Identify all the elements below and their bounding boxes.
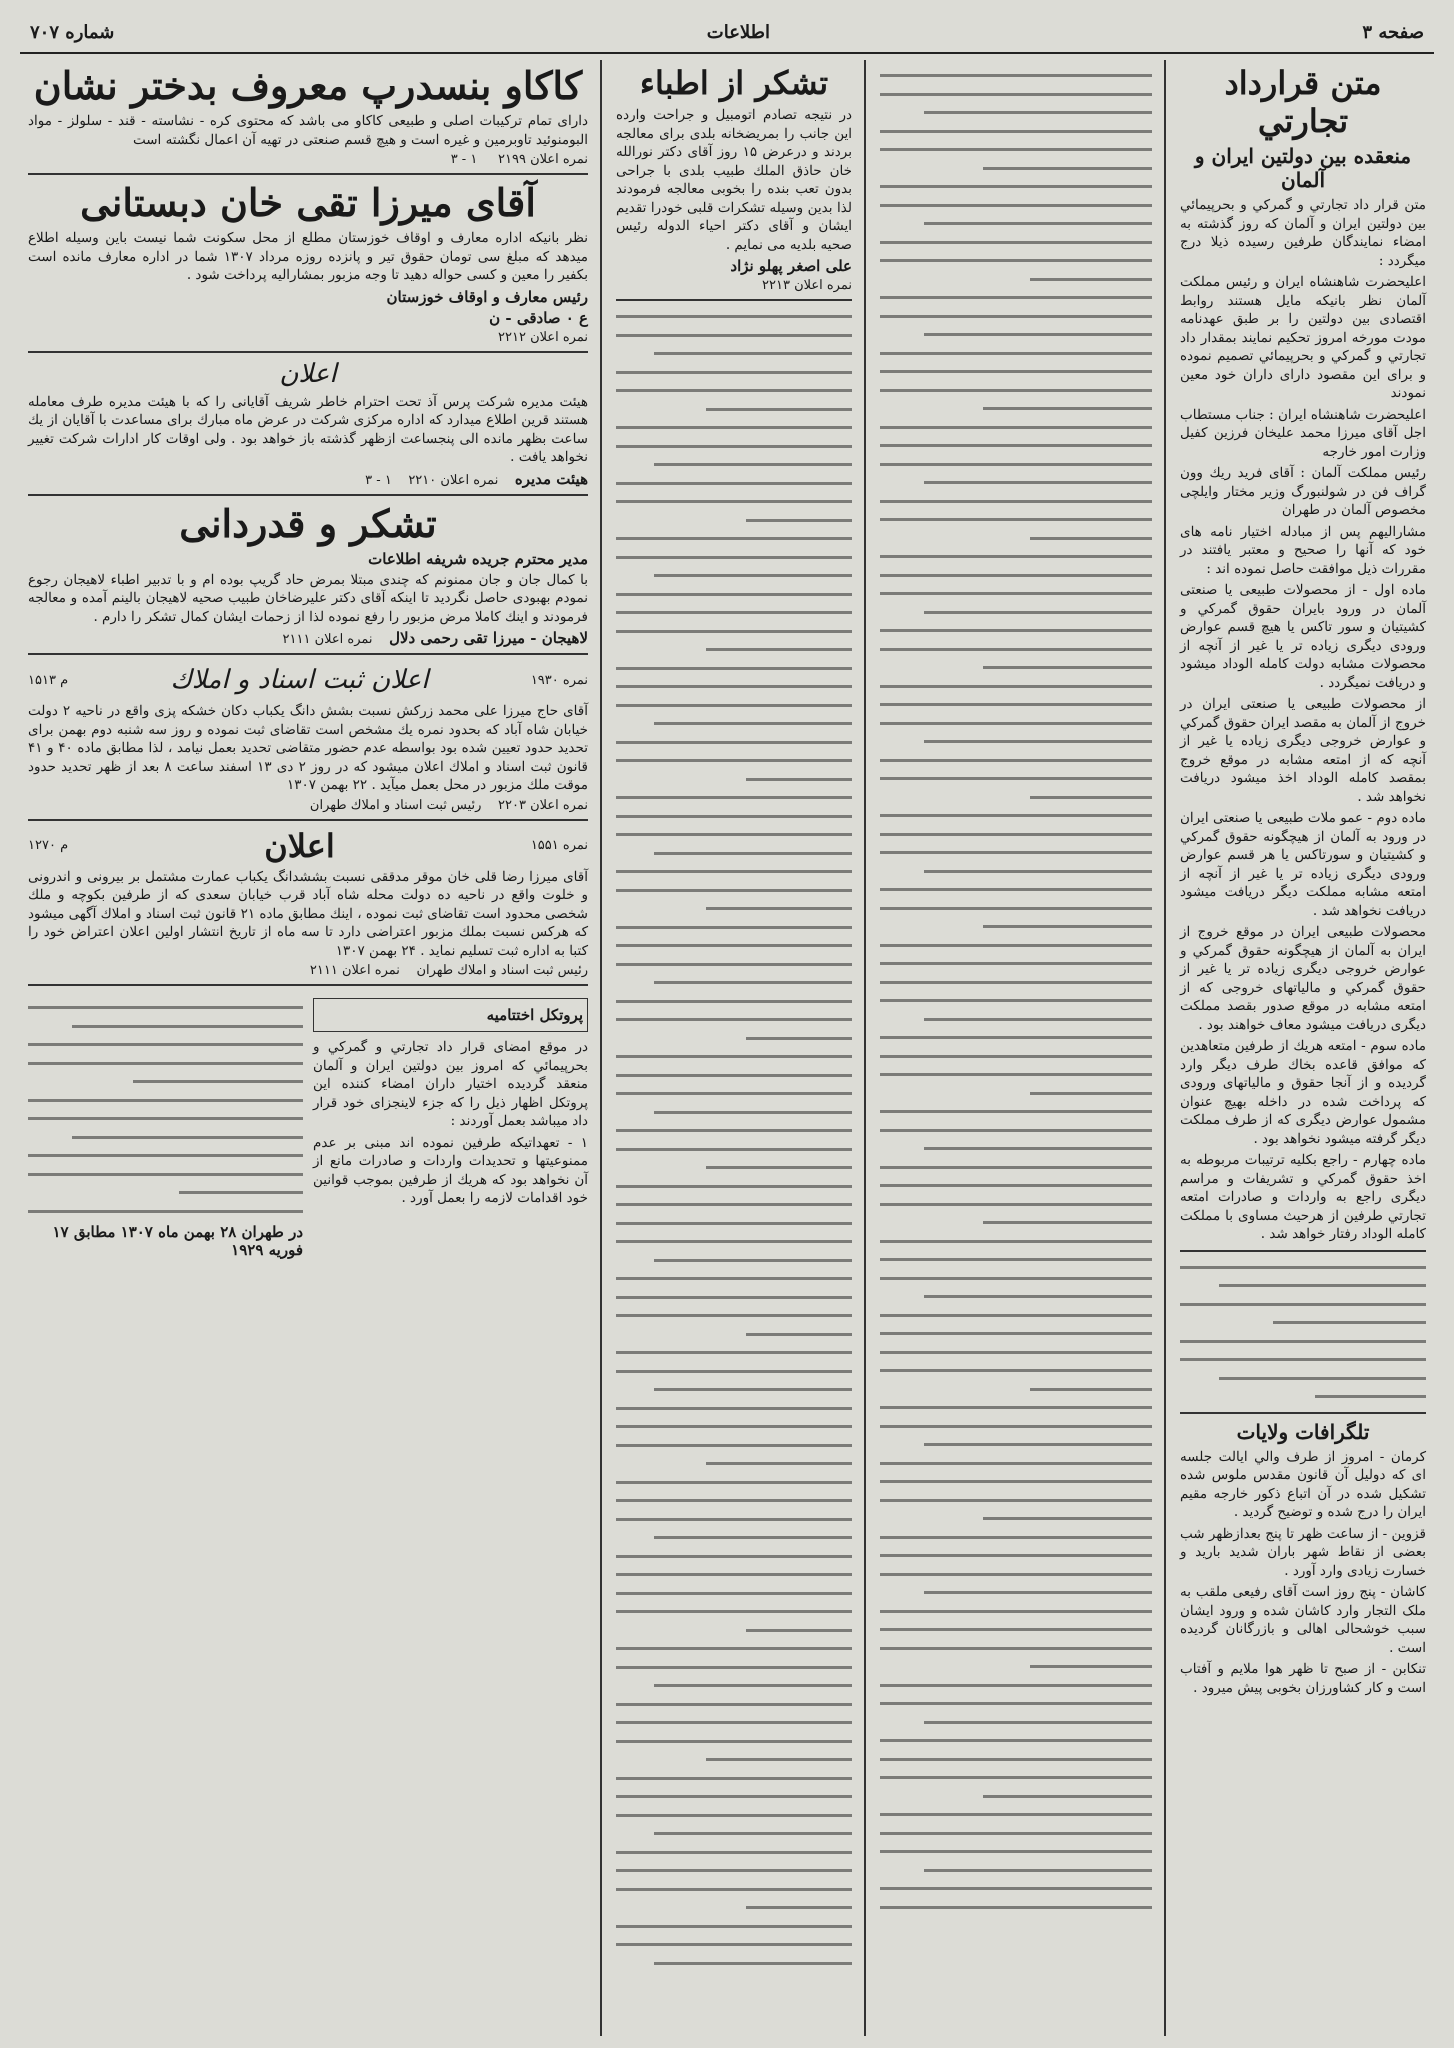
body-text-lines (880, 66, 1152, 1916)
section-divider (28, 494, 588, 496)
body-text-lines (616, 307, 852, 1972)
notice-sign: هیئت مدیره (514, 469, 588, 488)
notice2-text: آقای میرزا رضا قلی خان موقر مدققی نسبت بششدانگ یکباب عمارت مشتمل بر بیرونی و اندرونی و خلوت واقع در ناحیه ده دولت محله شاه آباد قرب خیابان سعدی که از طرفین بکوچه و ملك شخصی محدود است تقاضای ثبت نموده ، اینك مطابق ماده ۲۱ قانون ثبت اسناد و املاك آگهی میشود که هرکس نسبت بملك مزبور اعتراضی دارد تا سه ماه از تاریخ انتشار اولین اعلان اعتراض خود را کتبا به اداره ثبت تسلیم نماید . ۲۴ بهمن ۱۳۰۷ (28, 868, 588, 959)
treaty-article: ماده سوم - امتعه هریك از طرفین متعاهدین که موافق قاعده بخاك طرف دیگر وارد گردیده و از آنجا حقوق و مالیاتهای ورودی که پرداخت شده در داخله بهیچ عنوان مشمول عوارض دیگری که از طرف مملکت دیگر گرفته میشود نخواهد بود . (1180, 1038, 1426, 1147)
telegram-item: تنکابن - از صبح تا ظهر هوا ملایم و آفتاب است و کار کشاورزان بخوبی پیش میرود . (1180, 1661, 1426, 1696)
section-divider (28, 351, 588, 353)
doctors-thanks-text: در نتیجه تصادم اتومبیل و جراحت وارده این جانب را بمریضخانه بلدی برای معالجه بردند و درعرض ۱۵ روز آقای دکتر نورالله خان حاذق الملك طبیب بلدی با جراحی بدون تعب بنده را بخوبی معالجه فرمودند لذا بدین وسیله تشکرات قلبی خودرا تقدیم ایشان و آقای دکتر احیاء الدوله رئیس صحیه بلدیه می نمایم . (616, 107, 853, 253)
thanks-title: تشکر و قدردانی (179, 500, 437, 546)
column-rule (600, 60, 602, 2036)
thanks-text: با کمال جان و جان ممنونم که چندی مبتلا بمرض حاد گریپ بوده ام و با تدبیر اطباء لاهیجان رجوع نمودم بهبودی حاصل نگردید تا اینکه آقای دکتر علیرضاخان طبیب صحیه لاهیجان بالینم آمده و معالجه فرمودند و اینك کاملا مرض مزبور را رفع نموده لذا از زحمات ایشان کمال تشکر را دارم . (28, 571, 588, 625)
body-text-lines (28, 998, 303, 1220)
mirza-notice-text: نظر بانیکه اداره معارف و اوقاف خوزستان مطلع از محل سکونت شما نیست باین وسیله اطلاع میدهد که مبلغ سی تومان حقوق تیر و پانزده روزه مرداد ۱۳۰۷ شما در اداره معارف مانده است بکفیر را معین و کسی حواله دهید تا وجه مزبور بمشارالیه پرداخت شود . (28, 230, 588, 283)
cocoa-ad-code: ۱ - ۳ (450, 152, 478, 167)
treaty-article: از محصولات طبیعی یا صنعتی ایران در خروج از آلمان به مقصد ایران حقوق گمرکي و عوارض خروجی دیگری زیاده یا غیر از آنچه که از امتعه مشابه در موقع خروج بمقصد کامله الوداد اخذ میشود دریافت نخواهد شد . (1180, 696, 1426, 805)
ad-number: نمره اعلان ۲۲۱۳ (762, 278, 852, 293)
cocoa-ad-title: کاکاو بنسدرپ معروف بدختر نشان (33, 63, 583, 108)
protocol-title: پروتکل اختتامیه (486, 1006, 583, 1024)
telegram-item: کاشان - پنج روز است آقای رفیعی ملقب به ملک التجار وارد کاشان شده و ورود ایشان سبب خوشحالی اهالی و بازرگانان گردیده است . (1180, 1584, 1426, 1656)
mirza-notice-sign: رئیس معارف و اوقاف خوزستان (386, 287, 588, 306)
notice-text: هیئت مدیره شرکت پرس آذ تحت احترام خاطر شریف آقایانی را که با هیئت مدیره طرف معامله هستند قرین اطلاع میدارد که اداره مرکزی شرکت در عرض ماه مبارك برای مساعدت با آقایان از یك ساعت بظهر مانده الی پنجساعت ازظهر گذشته باز خواهد بود . ولی اوقات کار ادارات شرکت تغییر نخواهد یافت . (28, 393, 589, 465)
cocoa-ad-text: دارای تمام ترکیبات اصلی و طبیعی کاکاو می باشد که محتوی کره - نشاسته - قند - سلولز - مواد البومنوئید تاوبرمین و غیره است و هیچ قسم صنعتی در تهیه آن اعمال نگشته است (28, 113, 588, 148)
cocoa-ad-number: نمره اعلان ۲۱۹۹ (498, 152, 588, 167)
thanks-subtitle: مدیر محترم جریده شریفه اطلاعات (368, 549, 588, 568)
page-number-label: صفحه ۳ (1362, 21, 1424, 43)
section-divider (1180, 1250, 1426, 1252)
protocol-column (313, 992, 588, 1262)
ad-number (28, 152, 588, 167)
registry-header (28, 661, 588, 699)
column-left (20, 60, 596, 2036)
notice2-title: اعلان (264, 826, 335, 865)
section-divider (28, 984, 588, 986)
registry-text: آقای حاج میرزا علی محمد زرکش نسبت بشش دانگ یکباب دکان خشکه پزی واقع در ناحیه ۲ دولت خیابان شاه آباد که بحدود نمره یك مشخص است تقاضای ثبت نموده و روز سه شنبه دوم بهمن برای تحدید حدود تعیین شده بود بواسطه عدم حضور متقاضی تحدید بعمل نیامد ، لذا مطابق ماده ۴۰ و ۴۱ قانون ثبت اسناد و املاك اعلان میشود که در روز ۲ دی ۱۳ اسفند ساعت ۸ بعد از ظهر تحدید حدود موقت ملك مزبور در محل بعمل میآید . ۲۲ بهمن ۱۳۰۷ (28, 703, 588, 793)
notice-ad-number: نمره اعلان ۲۲۱۰ (408, 472, 499, 488)
registry-footer (28, 798, 588, 813)
telegram-item: کرمان - امروز از طرف والي ایالت جلسه ای که دولیل آن قانون مقدس ملوس شده تشکیل شده در آن اتباع ذکور خارجه مقیم ایران را درج شده و توضیح گردید . (1180, 1448, 1426, 1520)
section-divider (28, 173, 588, 175)
notice2-ad-number: نمره اعلان ۲۱۱۱ (309, 963, 400, 978)
page-header (20, 12, 1434, 54)
registry-ad-number: نمره اعلان ۲۲۰۳ (498, 797, 588, 813)
treaty-article: محصولات طبیعی ایران در موقع خروج از ایران به آلمان از هیچگونه حقوق گمرکي و عوارض خروجی دیگری زیاده تر یا غیر از حقوق گمرکي و مالیاتهای خروجی که از امتعه مشابه در موقع صدور بقصد مملکت دیگری دریافت میشود معاف خواهند بود . (1180, 924, 1426, 1033)
section-divider (1180, 1412, 1426, 1414)
issue-number: شماره ۷۰۷ (30, 21, 115, 43)
protocol-box (313, 998, 588, 1032)
thanks-ad-number: نمره اعلان ۲۱۱۱ (282, 632, 373, 647)
treaty-subtitle: منعقده بین دولتین ایران و آلمان (1194, 144, 1412, 192)
registry-sign: رئیس ثبت اسناد و املاك طهران (309, 797, 482, 813)
notice-heading: اعلان (279, 358, 337, 389)
doctors-thanks-title: تشکر از اطباء (639, 64, 829, 102)
registry-number: نمره ۱۹۳۰ (530, 672, 588, 688)
body-text-lines (1180, 1258, 1426, 1406)
treaty-paragraph: مشارالیهم پس از مبادله اختیار نامه های خود که آنها را صحیح و معتبر یافتند در مقررات ذیل موافقت حاصل نموده اند : (1180, 523, 1426, 577)
registry-code: م ۱۵۱۳ (28, 672, 69, 688)
notice2-code: م ۱۲۷۰ (28, 838, 69, 853)
protocol-section (28, 992, 588, 1262)
ad-number: نمره اعلان ۲۲۱۲ (498, 329, 588, 345)
section-divider (28, 819, 588, 821)
treaty-intro: متن قرار داد تجارتي و گمرکي و بحرپیمائي بین دولتین ایران و آلمان که روز گذشته به امضاء نمایندگان طرفین رسیده ذیلا درج میگردد : (1180, 197, 1426, 269)
notice-code: ۱ - ۳ (365, 472, 392, 488)
column-middle (608, 60, 860, 2036)
columns-area (20, 60, 1434, 2036)
protocol-date: در طهران ۲۸ بهمن ماه ۱۳۰۷ مطابق ۱۷ فوریه ۱۹۲۹ (52, 1223, 303, 1259)
treaty-title: متن قرارداد تجارتي (1224, 64, 1382, 140)
treaty-article: ماده دوم - عمو ملات طبیعی یا صنعتی ایران در ورود به آلمان از هیچگونه حقوق گمرکي و کشیتیان و سورتاکس یا هر قسم عوارض ورودی دیگری زیاده تر یا غیر از آنچه از امتعه مشابه مملکت دیگر دریافت میشود دریافت نخواهد شد . (1180, 810, 1426, 919)
telegram-title: تلگرافات ولایات (1236, 1419, 1370, 1444)
thanks-sign: لاهیجان - میرزا تقی رحمی دلال (389, 629, 588, 647)
protocol-column-2 (28, 992, 303, 1262)
notice2-header (28, 827, 588, 865)
column-right-1 (1172, 60, 1434, 2036)
notice2-sign: رئیس ثبت اسناد و املاك طهران (416, 963, 588, 978)
protocol-text: در موقع امضای قرار داد تجارتي و گمرکي و بحرپیمائي که امروز بین دولتین ایران و آلمان منعقد گردیده اختیار داران امضاء کننده این پروتکل اظهار ذیل را که جزء لاینجزای خود قرار داد میباشد بعمل آوردند : (313, 1039, 588, 1129)
mirza-notice-title: آقای میرزا تقی خان دبستانی (80, 180, 536, 225)
notice2-number: نمره ۱۵۵۱ (530, 838, 588, 853)
treaty-article: ماده اول - از محصولات طبیعی یا صنعتی آلمان در ورود بایران حقوق گمرکي و کشیتیان و سور تاکس یا هیچ قسم عوارض ورودی دیگری زیاده تر یا غیر از آنچه از محصولات مشابه دولت کامله الوداد میشود و دریافت نمیگردد . (1180, 582, 1426, 691)
paper-name: اطلاعات (706, 21, 771, 43)
treaty-paragraph: اعلیحضرت شاهنشاه ایران : جناب مستطاب اجل آقای میرزا محمد علیخان فرزین کفیل وزارت امور خارجه (1180, 406, 1426, 460)
notice-footer (28, 470, 588, 488)
mirza-notice-sign-2: ع ۰ صادقی - ن (489, 308, 588, 327)
section-divider (616, 299, 852, 301)
thanks-footer (28, 629, 588, 647)
treaty-article: ماده چهارم - راجع بکلیه ترتیبات مربوطه به اخذ حقوق گمرکي و تشریفات و مراسم دیگری راجع به واردات و صادرات امتعه تجارتي طرفین از هرحیث مساوی با مملکت کامله الوداد رفتار خواهد شد . (1180, 1152, 1426, 1242)
registry-title: اعلان ثبت اسناد و املاك (170, 665, 429, 695)
section-divider (28, 653, 588, 655)
notice2-footer (28, 963, 588, 978)
column-right-2 (872, 60, 1160, 2036)
column-rule (864, 60, 866, 2036)
treaty-paragraph: اعلیحضرت شاهنشاه ایران و رئیس مملکت آلمان نظر بانیکه مایل هستند روابط اقتصادی بین دولتین را بر طبق عهدنامه مودت مورخه امروز تحکیم نمایند بمقدار داد تجارتي و گمرکي و بحرپیمائي تصمیم نموده و برای این مقصود دارای داران خود معین نمودند (1180, 274, 1426, 401)
protocol-item: ۱ - تعهداتیکه طرفین نموده اند مبنی بر عدم ممنوعیتها و تحدیدات واردات و صادرات مانع از آن نخواهد بود که هریك از طرفین بموجب قوانین خود اقدامات لازمه را بعمل آورد . (313, 1134, 588, 1206)
telegram-item: قزوین - از ساعت ظهر تا پنج بعدازظهر شب بعضی از نقاط شهر باران شدید بارید و خسارت زیادی وارد آورد . (1180, 1525, 1426, 1579)
treaty-paragraph: رئیس مملکت آلمان : آقای فرید ریك وون گراف فن در شولنبورگ وزیر مختار وایلچی مخصوص آلمان در طهران (1180, 465, 1426, 518)
doctors-thanks-sign: علی اصغر پهلو نژاد (730, 257, 852, 275)
column-rule (1164, 60, 1166, 2036)
